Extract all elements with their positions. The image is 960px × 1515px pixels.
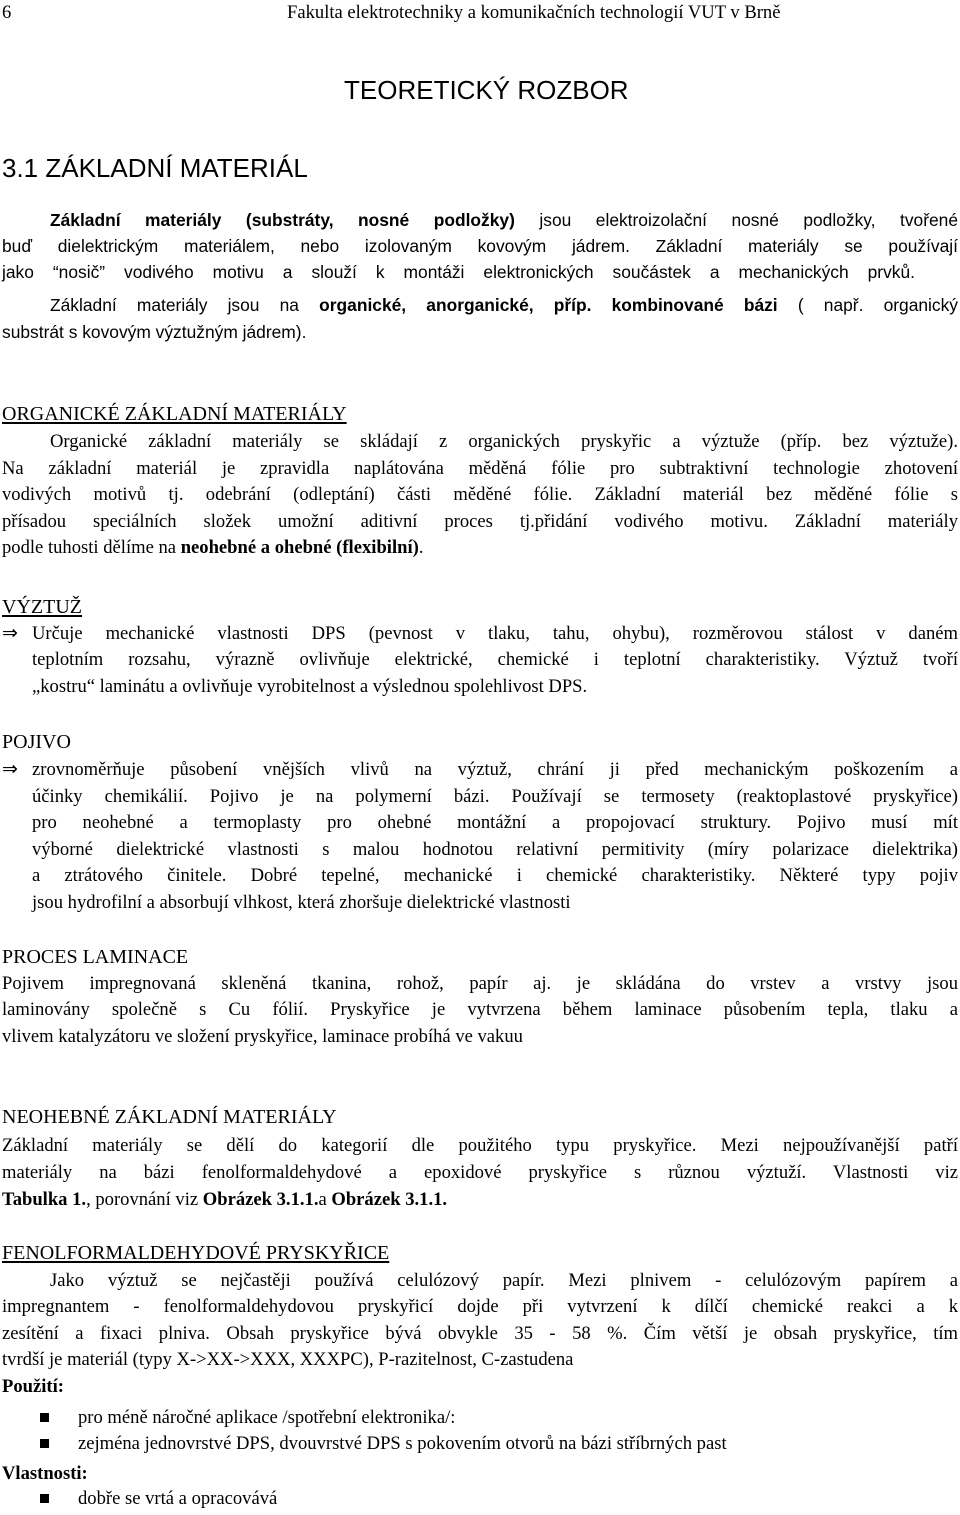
pojivo-line: pro neohebné a termoplasty pro ohebné montážní a propojovací struktury. Pojivo musí mít [32, 812, 958, 833]
intro-bold-term: Základní materiály (substráty, nosné podložky) [50, 210, 515, 230]
vlastnosti-label: Vlastnosti: [2, 1463, 88, 1484]
figure-reference: Obrázek 3.1.1. [202, 1189, 319, 1210]
organic-line: vodivých motivů tj. odebrání (odleptání) části měděné fólie. Základní materiál bez měděné fólie s [2, 484, 958, 505]
fenol-line: impregnantem - fenolformaldehydovou pryskyřicí dojde při vytvrzení k dílčí chemické reakci a k [2, 1296, 958, 1317]
pouziti-item: zejména jednovrstvé DPS, dvouvrstvé DPS s pokovením otvorů na bázi stříbrných past [78, 1433, 727, 1454]
pouziti-item: pro méně náročné aplikace /spotřební elektronika/: [78, 1407, 456, 1428]
bullet-square-icon [40, 1439, 49, 1448]
chapter-title: TEORETICKÝ ROZBOR [344, 75, 629, 105]
page-number: 6 [2, 2, 12, 23]
intro-line: jako “nosič” vodivého motivu a slouží k montáži elektronických součástek a mechanických prvků. [2, 262, 915, 282]
neohebne-heading: NEOHEBNÉ ZÁKLADNÍ MATERIÁLY [2, 1106, 337, 1128]
figure-reference: Obrázek 3.1.1. [331, 1189, 448, 1210]
bullet-square-icon [40, 1413, 49, 1422]
pojivo-line: jsou hydrofilní a absorbují vlhkost, která zhoršuje dielektrické vlastnosti [32, 892, 571, 913]
proces-line: vlivem katalyzátoru ve složení pryskyřice, laminace probíhá ve vakuu [2, 1026, 523, 1047]
implication-arrow-icon: ⇒ [2, 758, 18, 780]
pojivo-line: účinky chemikálií. Pojivo je na polymerní bázi. Používají se termosety (reaktoplastové pryskyřice) [32, 786, 958, 807]
section-title: 3.1 ZÁKLADNÍ MATERIÁL [2, 153, 308, 183]
intro-line: substrát s kovovým výztužným jádrem). [2, 322, 307, 342]
intro-line: Základní materiály (substráty, nosné podložky) jsou elektroizolační nosné podložky, tvořené [50, 210, 958, 230]
pojivo-line: výborné dielektrické vlastnosti s malou hodnotou relativní permitivity (míry polarizace dielektrika) [32, 839, 958, 860]
vyztuz-heading: VÝZTUŽ [2, 596, 82, 618]
proces-heading: PROCES LAMINACE [2, 946, 189, 968]
neohebne-line: materiály na bázi fenolformaldehydové a epoxidové pryskyřice s různou výztuží. Vlastnosti viz [2, 1162, 958, 1183]
pojivo-line: a ztrátového činitele. Dobré tepelné, mechanické i chemické charakteristiky. Některé typy pojiv [32, 865, 958, 886]
intro-line: Základní materiály jsou na organické, anorganické, příp. kombinované bázi ( např. organický [50, 295, 958, 315]
organic-line: Organické základní materiály se skládají z organických pryskyřic a výztuže (příp. bez výztuže). [50, 431, 958, 452]
neohebne-line: Tabulka 1., porovnání viz Obrázek 3.1.1.a Obrázek 3.1.1. [2, 1189, 448, 1210]
organic-heading: ORGANICKÉ ZÁKLADNÍ MATERIÁLY [2, 403, 347, 425]
fenol-heading: FENOLFORMALDEHYDOVÉ PRYSKYŘICE [2, 1242, 390, 1264]
organic-line: podle tuhosti dělíme na neohebné a ohebné (flexibilní). [2, 537, 424, 558]
pojivo-heading: POJIVO [2, 731, 71, 753]
header-institution: Fakulta elektrotechniky a komunikačních technologií VUT v Brně [287, 2, 781, 23]
implication-arrow-icon: ⇒ [2, 622, 18, 644]
proces-line: laminovány společně s Cu fólií. Pryskyřice je vytvrzena během laminace působením tepla, tlaku a [2, 999, 958, 1020]
pojivo-line: zrovnoměrňuje působení vnějších vlivů na výztuž, chrání ji před mechanickým poškozením a [32, 759, 958, 780]
fenol-line: Jako výztuž se nejčastěji používá celulózový papír. Mezi plnivem - celulózovým papírem a [50, 1270, 958, 1291]
vyztuz-line: teplotním rozsahu, výrazně ovlivňuje elektrické, chemické i teplotní charakteristiky. Výztuž tvoří [32, 649, 958, 670]
bullet-square-icon [40, 1494, 49, 1503]
table-reference: Tabulka 1. [2, 1189, 87, 1210]
organic-line: přísadou speciálních složek umožní aditivní proces tj.přidání vodivého motivu. Základní materiály [2, 511, 958, 532]
vyztuz-line: Určuje mechanické vlastnosti DPS (pevnost v tlaku, tahu, ohybu), rozměrovou stálost v daném [32, 623, 958, 644]
vlastnosti-item: dobře se vrtá a opracovává [78, 1488, 278, 1509]
fenol-line: tvrdší je materiál (typy X->XX->XXX, XXXPC), P-razitelnost, C-zastudena [2, 1349, 574, 1370]
fenol-line: zesítění a fixaci plniva. Obsah pryskyřice bývá obvykle 35 - 58 %. Čím větší je obsah pryskyřice, tím [2, 1323, 958, 1344]
proces-line: Pojivem impregnovaná skleněná tkanina, rohož, papír aj. je skládána do vrstev a vrstvy jsou [2, 973, 958, 994]
pouziti-label: Použití: [2, 1376, 64, 1397]
neohebne-line: Základní materiály se dělí do kategorií dle použitého typu pryskyřice. Mezi nejpoužívanější patří [2, 1135, 958, 1156]
organic-line: Na základní materiál je zpravidla naplátována měděná fólie pro subtraktivní technologie zhotovení [2, 458, 958, 479]
intro-line: buď dielektrickým materiálem, nebo izolovaným kovovým jádrem. Základní materiály se používají [2, 236, 958, 256]
vyztuz-line: „kostru“ laminátu a ovlivňuje vyrobitelnost a výslednou spolehlivost DPS. [32, 676, 588, 697]
